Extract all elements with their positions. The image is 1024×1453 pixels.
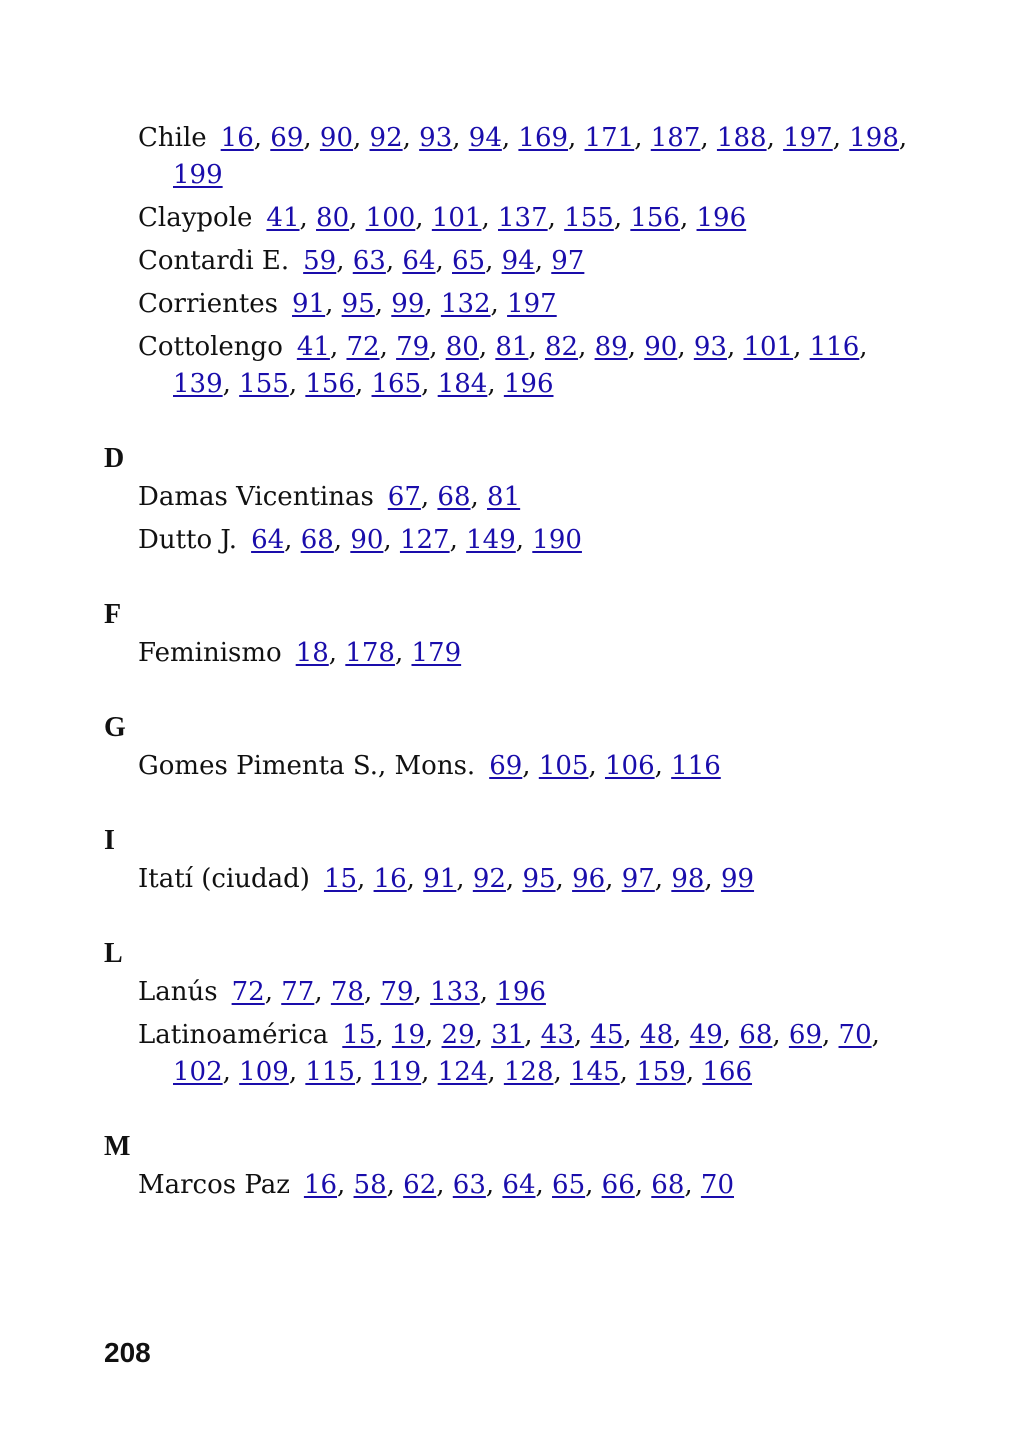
separator: ,: [627, 332, 645, 362]
page-reference-link[interactable]: 155: [564, 203, 614, 233]
page-reference-link[interactable]: 99: [391, 289, 425, 319]
page-reference-link[interactable]: 70: [838, 1020, 872, 1050]
page-reference-link[interactable]: 41: [266, 203, 300, 233]
page-reference-link[interactable]: 68: [739, 1020, 773, 1050]
separator: ,: [898, 123, 908, 153]
page-reference-link[interactable]: 184: [437, 369, 488, 399]
page-reference-link[interactable]: 80: [316, 203, 350, 233]
separator: ,: [425, 1020, 442, 1050]
page-reference-link[interactable]: 80: [445, 332, 479, 362]
separator: ,: [349, 203, 366, 233]
page-reference-link[interactable]: 89: [594, 332, 628, 362]
separator: ,: [726, 332, 744, 362]
separator: ,: [325, 289, 342, 319]
separator: ,: [436, 1170, 453, 1200]
page-reference-link[interactable]: 155: [239, 369, 289, 399]
section-letter: G: [104, 712, 126, 743]
separator: ,: [449, 525, 467, 555]
index-entry: [138, 974, 913, 1011]
page-reference-link[interactable]: 116: [671, 751, 721, 781]
page-reference-link[interactable]: 64: [402, 246, 436, 276]
page-reference-link[interactable]: 101: [431, 203, 482, 233]
separator: ,: [871, 1020, 880, 1050]
separator: ,: [374, 289, 392, 319]
separator: ,: [474, 1020, 492, 1050]
page-reference-link[interactable]: 16: [303, 1170, 337, 1200]
page-reference-link[interactable]: 41: [296, 332, 330, 362]
index-section: [0, 441, 1024, 559]
page-reference-link[interactable]: 31: [491, 1020, 525, 1050]
page-reference-link[interactable]: 169: [518, 123, 569, 153]
separator: ,: [424, 289, 441, 319]
index-section: [0, 1129, 1024, 1204]
separator: ,: [452, 123, 469, 153]
separator: ,: [363, 977, 381, 1007]
page-reference-link[interactable]: 171: [584, 123, 635, 153]
separator: ,: [613, 203, 631, 233]
separator: ,: [535, 1170, 553, 1200]
separator: ,: [470, 482, 488, 512]
separator: ,: [487, 369, 504, 399]
page-reference-link[interactable]: 72: [231, 977, 265, 1007]
page-reference-link[interactable]: 116: [809, 332, 860, 362]
page-reference-link[interactable]: 69: [788, 1020, 822, 1050]
page-reference-link[interactable]: 65: [452, 246, 486, 276]
index-section: [0, 597, 1024, 672]
separator: ,: [793, 332, 810, 362]
page-reference-link[interactable]: 99: [720, 864, 755, 894]
page-reference-link[interactable]: 66: [601, 1170, 635, 1200]
page-reference-link[interactable]: 16: [373, 864, 407, 894]
page-reference-link[interactable]: 82: [544, 332, 579, 362]
index-term: Corrientes: [138, 289, 279, 319]
page-reference-link[interactable]: 69: [489, 751, 523, 781]
page-reference-link[interactable]: 178: [345, 638, 395, 668]
page-reference-link[interactable]: 49: [689, 1020, 723, 1050]
index-term: Cottolengo: [138, 332, 283, 362]
separator: ,: [555, 864, 573, 894]
index-term: Damas Vicentinas: [138, 482, 374, 512]
page-reference-link[interactable]: 179: [411, 638, 462, 668]
index-section: [0, 936, 1024, 1091]
separator: ,: [314, 977, 331, 1007]
separator: ,: [354, 1057, 372, 1087]
index-entry: [138, 479, 913, 516]
page-reference-link[interactable]: 64: [251, 525, 285, 555]
index-section: [0, 120, 1024, 403]
page-reference-link[interactable]: 63: [452, 1170, 486, 1200]
page-reference-link[interactable]: 91: [292, 289, 326, 319]
page-reference-link[interactable]: 91: [423, 864, 457, 894]
separator: ,: [534, 246, 552, 276]
page-reference-link[interactable]: 93: [419, 123, 453, 153]
page-reference-link[interactable]: 65: [552, 1170, 586, 1200]
page-reference-link[interactable]: 18: [295, 638, 329, 668]
page-reference-link[interactable]: 159: [636, 1057, 686, 1087]
section-letter: F: [104, 599, 122, 630]
page-reference-link[interactable]: 109: [239, 1057, 289, 1087]
page-reference-link[interactable]: 68: [437, 482, 471, 512]
separator: ,: [435, 246, 453, 276]
separator: ,: [415, 203, 432, 233]
separator: ,: [288, 369, 306, 399]
page-reference-link[interactable]: 19: [391, 1020, 425, 1050]
separator: ,: [485, 1170, 503, 1200]
separator: ,: [379, 332, 397, 362]
page-reference-link[interactable]: 139: [173, 369, 223, 399]
separator: ,: [585, 1170, 602, 1200]
separator: ,: [679, 203, 697, 233]
index-entry: [138, 522, 913, 559]
separator: ,: [354, 369, 372, 399]
page-reference-link[interactable]: 43: [540, 1020, 574, 1050]
page-reference-link[interactable]: 127: [399, 525, 450, 555]
index-section: [0, 710, 1024, 785]
page-number: 208: [104, 1337, 151, 1368]
page-reference-link[interactable]: 197: [783, 123, 833, 153]
index-entry: [138, 748, 913, 785]
page-reference-link[interactable]: 48: [640, 1020, 674, 1050]
page-reference-link[interactable]: 68: [651, 1170, 685, 1200]
page-reference-link[interactable]: 94: [468, 123, 502, 153]
page-reference-link[interactable]: 156: [630, 203, 680, 233]
page-reference-link[interactable]: 79: [380, 977, 414, 1007]
separator: ,: [623, 1020, 641, 1050]
separator: ,: [253, 123, 271, 153]
page-reference-link[interactable]: 69: [270, 123, 304, 153]
page-reference-link[interactable]: 81: [495, 332, 529, 362]
page-reference-link[interactable]: 45: [590, 1020, 624, 1050]
separator: ,: [303, 123, 320, 153]
page-reference-link[interactable]: 64: [502, 1170, 536, 1200]
separator: ,: [619, 1057, 637, 1087]
separator: ,: [553, 1057, 571, 1087]
page-reference-link[interactable]: 133: [430, 977, 480, 1007]
page-reference-link[interactable]: 199: [173, 160, 223, 190]
separator: ,: [481, 203, 498, 233]
separator: ,: [402, 123, 420, 153]
separator: ,: [722, 1020, 740, 1050]
page-reference-link[interactable]: 96: [572, 864, 606, 894]
page-reference-link[interactable]: 15: [342, 1020, 376, 1050]
page-reference-link[interactable]: 81: [487, 482, 521, 512]
page-reference-link[interactable]: 102: [173, 1057, 223, 1087]
page-reference-link[interactable]: 72: [346, 332, 380, 362]
page-reference-link[interactable]: 166: [702, 1057, 753, 1087]
index-term: Claypole: [138, 203, 253, 233]
separator: ,: [700, 123, 717, 153]
page-reference-link[interactable]: 15: [323, 864, 358, 894]
index-entry: [138, 861, 913, 898]
index-term: Contardi E.: [138, 246, 290, 276]
page-reference-link[interactable]: 105: [538, 751, 589, 781]
page-reference-link[interactable]: 145: [570, 1057, 620, 1087]
separator: ,: [522, 751, 539, 781]
page-reference-link[interactable]: 16: [220, 123, 254, 153]
separator: ,: [264, 977, 282, 1007]
page-reference-link[interactable]: 196: [496, 977, 546, 1007]
page-reference-link[interactable]: 90: [350, 525, 384, 555]
page-reference-link[interactable]: 58: [353, 1170, 387, 1200]
separator: ,: [859, 332, 868, 362]
page-reference-link[interactable]: 97: [551, 246, 585, 276]
page-reference-link[interactable]: 188: [716, 123, 767, 153]
index-term: Marcos Paz: [138, 1170, 290, 1200]
separator: ,: [685, 1057, 703, 1087]
separator: ,: [456, 864, 473, 894]
page-reference-link[interactable]: 70: [700, 1170, 734, 1200]
separator: ,: [677, 332, 694, 362]
separator: ,: [288, 1057, 306, 1087]
page-reference-link[interactable]: 190: [532, 525, 582, 555]
index-term: Latinoamérica: [138, 1020, 329, 1050]
index-term: Gomes Pimenta S., Mons.: [138, 751, 476, 781]
index-entry: [138, 120, 913, 194]
separator: ,: [357, 864, 374, 894]
page-reference-link[interactable]: 115: [305, 1057, 355, 1087]
separator: ,: [333, 525, 351, 555]
separator: ,: [353, 123, 370, 153]
separator: ,: [505, 864, 523, 894]
index-term: Itatí (ciudad): [138, 864, 310, 894]
separator: ,: [568, 123, 585, 153]
separator: ,: [429, 332, 446, 362]
page-reference-link[interactable]: 90: [644, 332, 678, 362]
separator: ,: [413, 977, 431, 1007]
page-reference-link[interactable]: 101: [743, 332, 794, 362]
index-entry: [138, 286, 913, 323]
separator: ,: [515, 525, 533, 555]
page-reference-link[interactable]: 59: [303, 246, 337, 276]
separator: ,: [336, 246, 353, 276]
page-reference-link[interactable]: 196: [503, 369, 554, 399]
separator: ,: [328, 638, 346, 668]
page-reference-link[interactable]: 94: [501, 246, 535, 276]
page-reference-link[interactable]: 98: [671, 864, 705, 894]
separator: ,: [487, 1057, 504, 1087]
section-letter: D: [104, 443, 125, 474]
page-reference-link[interactable]: 68: [300, 525, 334, 555]
separator: ,: [654, 751, 672, 781]
page-reference-link[interactable]: 100: [365, 203, 416, 233]
index-entry: [138, 1017, 913, 1091]
page-reference-link[interactable]: 90: [319, 123, 353, 153]
separator: ,: [578, 332, 595, 362]
separator: ,: [383, 525, 400, 555]
page-reference-link[interactable]: 67: [387, 482, 421, 512]
page-reference-link[interactable]: 124: [437, 1057, 488, 1087]
page-reference-link[interactable]: 77: [281, 977, 315, 1007]
separator: ,: [479, 977, 497, 1007]
separator: ,: [547, 203, 565, 233]
separator: ,: [385, 246, 403, 276]
separator: ,: [822, 1020, 839, 1050]
page-reference-link[interactable]: 156: [305, 369, 355, 399]
page-reference-link[interactable]: 95: [522, 864, 556, 894]
separator: ,: [394, 638, 412, 668]
index-term: Chile: [138, 123, 207, 153]
section-letter: M: [104, 1131, 131, 1162]
separator: ,: [490, 289, 508, 319]
separator: ,: [299, 203, 317, 233]
separator: ,: [222, 1057, 240, 1087]
separator: ,: [528, 332, 545, 362]
index-entry: [138, 329, 913, 403]
separator: ,: [329, 332, 347, 362]
index-entry: [138, 1167, 913, 1204]
separator: ,: [634, 1170, 652, 1200]
separator: ,: [605, 864, 622, 894]
separator: ,: [284, 525, 301, 555]
separator: ,: [337, 1170, 354, 1200]
separator: ,: [421, 1057, 438, 1087]
page-reference-link[interactable]: 95: [341, 289, 375, 319]
separator: ,: [222, 369, 240, 399]
page-reference-link[interactable]: 92: [369, 123, 403, 153]
separator: ,: [832, 123, 850, 153]
separator: ,: [406, 864, 424, 894]
page-reference-link[interactable]: 106: [604, 751, 655, 781]
page-reference-link[interactable]: 128: [503, 1057, 554, 1087]
index-section: [0, 823, 1024, 898]
separator: ,: [478, 332, 496, 362]
separator: ,: [654, 864, 672, 894]
separator: ,: [704, 864, 721, 894]
page-reference-link[interactable]: 132: [440, 289, 491, 319]
index-term: Dutto J.: [138, 525, 238, 555]
page-reference-link[interactable]: 97: [621, 864, 655, 894]
separator: ,: [588, 751, 605, 781]
separator: ,: [485, 246, 502, 276]
separator: ,: [524, 1020, 541, 1050]
separator: ,: [573, 1020, 591, 1050]
separator: ,: [766, 123, 784, 153]
page-reference-link[interactable]: 119: [371, 1057, 422, 1087]
page-reference-link[interactable]: 93: [693, 332, 727, 362]
separator: ,: [684, 1170, 701, 1200]
separator: ,: [673, 1020, 690, 1050]
page-reference-link[interactable]: 198: [849, 123, 899, 153]
index-list: [0, 120, 1024, 1242]
page-reference-link[interactable]: 149: [466, 525, 516, 555]
separator: ,: [634, 123, 651, 153]
page-reference-link[interactable]: 165: [371, 369, 422, 399]
separator: ,: [421, 369, 438, 399]
section-letter: I: [104, 825, 115, 856]
page-reference-link[interactable]: 92: [472, 864, 506, 894]
separator: ,: [375, 1020, 392, 1050]
index-entry: [138, 635, 913, 672]
index-term: Feminismo: [138, 638, 282, 668]
page-reference-link[interactable]: 63: [352, 246, 386, 276]
page-reference-link[interactable]: 79: [396, 332, 430, 362]
index-entry: [138, 243, 913, 280]
page-reference-link[interactable]: 187: [650, 123, 701, 153]
separator: ,: [420, 482, 438, 512]
separator: ,: [772, 1020, 789, 1050]
index-entry: [138, 200, 913, 237]
separator: ,: [501, 123, 519, 153]
page-reference-link[interactable]: 29: [441, 1020, 475, 1050]
page-reference-link[interactable]: 62: [403, 1170, 437, 1200]
page-reference-link[interactable]: 197: [507, 289, 557, 319]
separator: ,: [386, 1170, 404, 1200]
index-term: Lanús: [138, 977, 218, 1007]
page-reference-link[interactable]: 137: [498, 203, 548, 233]
page-reference-link[interactable]: 78: [330, 977, 364, 1007]
page-reference-link[interactable]: 196: [696, 203, 747, 233]
section-letter: L: [104, 938, 123, 969]
